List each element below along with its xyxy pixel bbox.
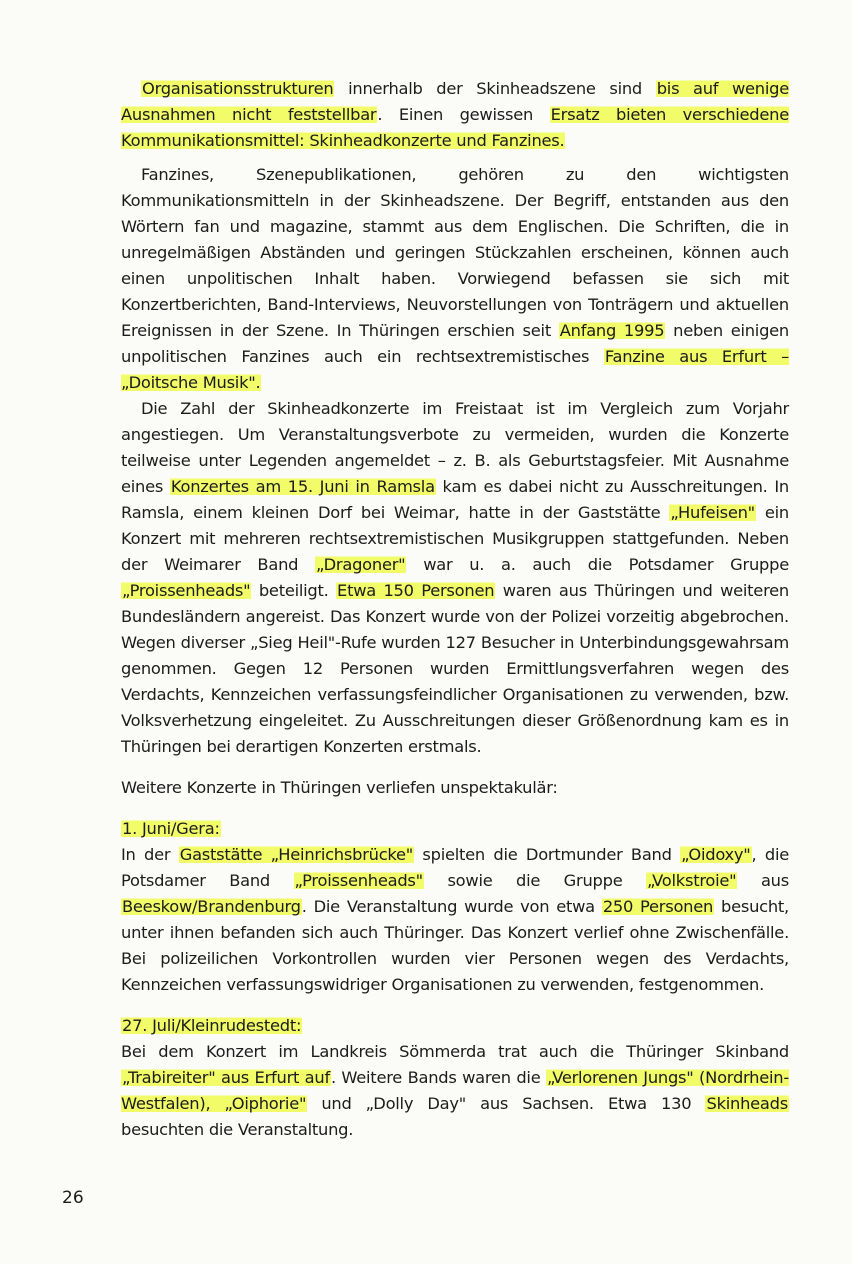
paragraph-kleinrudestedt: Bei dem Konzert im Landkreis Sömmerda trat auch die Thüringer Skinband „Trabireiter" aus Erfurt auf. Weitere Bands waren die „Verlorenen Jungs" (Nordrhein-Westfalen), „Oiphorie" und „Dolly Day" aus Sachsen. Etwa 130 Skinheads besuchten die Veranstaltung. — [121, 1042, 789, 1139]
highlight: Gaststätte „Heinrichsbrücke" — [179, 845, 414, 864]
text-column — [121, 76, 789, 1143]
spacer — [121, 998, 789, 1013]
highlight: Fanzine aus Erfurt – „Doitsche Musik". — [121, 347, 790, 392]
highlight: „Proissenheads" — [294, 871, 423, 890]
highlight: Konzertes am 15. Juni in Ramsla — [170, 477, 435, 496]
highlight: 1. Juni/Gera: — [122, 819, 220, 838]
highlight: Beeskow/Brandenburg — [122, 897, 301, 916]
highlight: „Proissenheads" — [122, 581, 251, 600]
highlight: „Volkstroie" — [646, 871, 737, 890]
highlight: „Trabireiter" aus Erfurt auf — [122, 1068, 330, 1087]
section-heading-gera — [121, 816, 789, 842]
spacer — [121, 154, 789, 162]
paragraph-weitere: Weitere Konzerte in Thüringen verliefen unspektakulär: — [121, 778, 558, 797]
highlight: Skinheads — [706, 1094, 788, 1113]
highlight: „Dragoner" — [316, 555, 406, 574]
page-number: 26 — [62, 1188, 84, 1208]
highlight: „Hufeisen" — [670, 503, 755, 522]
paragraph-organisation: Organisationsstrukturen innerhalb der Skinheadszene sind bis auf wenige Ausnahmen nicht feststellbar. Einen gewissen Ersatz bieten verschiedene Kommunikationsmittel: Skinheadkonzerte und Fanzines. — [121, 79, 789, 150]
highlight: Organisationsstrukturen — [142, 79, 334, 98]
highlight: 250 Personen — [602, 897, 714, 916]
paragraph-gera: In der Gaststätte „Heinrichsbrücke" spielten die Dortmunder Band „Oidoxy", die Potsdamer Band „Proissenheads" sowie die Gruppe „Volkstroie" aus Beeskow/Brandenburg. Die Veranstaltung wurde von etwa 250 Personen besucht, unter ihnen befanden sich auch Thüringer. Das Konzert verlief ohne Zwischenfälle. Bei polizeilichen Vorkontrollen wurden vier Personen wegen des Verdachts, Kennzeichen verfassungswidriger Organisationen zu verwenden, festgenommen. — [121, 845, 789, 994]
highlight: „Oidoxy" — [681, 845, 751, 864]
spacer — [121, 801, 789, 816]
paragraph-fanzines: Fanzines, Szenepublikationen, gehören zu den wichtigsten Kommunikationsmitteln in der Skinheadszene. Der Begriff, entstanden aus den Wörtern fan und magazine, stammt aus dem Englischen. Die Schriften, die in unregelmäßigen Abständen und geringen Stückzahlen erscheinen, können auch einen unpolitischen Inhalt haben. Vorwiegend befassen sie sich mit Konzertberichten, Band-Interviews, Neuvorstellungen von Tonträgern und aktuellen Ereignissen in der Szene. In Thüringen erschien seit Anfang 1995 neben einigen unpolitischen Fanzines auch ein rechtsextremistisches Fanzine aus Erfurt – „Doitsche Musik". — [121, 165, 790, 392]
highlight: bis auf wenige Ausnahmen nicht feststellbar — [121, 79, 789, 124]
section-heading-kleinrudestedt — [121, 1013, 789, 1039]
highlight: Etwa 150 Personen — [337, 581, 495, 600]
highlight: Anfang 1995 — [559, 321, 665, 340]
paragraph-konzerte: Die Zahl der Skinheadkonzerte im Freistaat ist im Vergleich zum Vorjahr angestiegen. Um Veranstaltungsverbote zu vermeiden, wurden die Konzerte teilweise unter Legenden angemeldet – z. B. als Geburtstagsfeier. Mit Ausnahme eines Konzertes am 15. Juni in Ramsla kam es dabei nicht zu Ausschreitungen. In Ramsla, einem kleinen Dorf bei Weimar, hatte in der Gaststätte „Hufeisen" ein Konzert mit mehreren rechtsextremistischen Musikgruppen stattgefunden. Neben der Weimarer Band „Dragoner" war u. a. auch die Potsdamer Gruppe „Proissenheads" beteiligt. Etwa 150 Personen waren aus Thüringen und weiteren Bundesländern angereist. Das Konzert wurde von der Polizei vorzeitig abgebrochen. Wegen diverser „Sieg Heil"-Rufe wurden 127 Besucher in Unterbindungsgewahrsam genommen. Gegen 12 Personen wurden Ermittlungsverfahren wegen des Verdachts, Kennzeichen verfassungsfeindlicher Organisationen zu verwenden, bzw. Volksverhetzung eingeleitet. Zu Ausschreitungen dieser Größenordnung kam es in Thüringen bei derartigen Konzerten erstmals. — [121, 399, 789, 756]
highlight: Ersatz bieten verschiedene Kommunikationsmittel: Skinheadkonzerte und Fanzines. — [121, 105, 789, 150]
spacer — [121, 760, 789, 775]
highlight: 27. Juli/Kleinrudestedt: — [122, 1016, 302, 1035]
highlight: „Verlorenen Jungs" (Nordrhein-Westfalen), „Oiphorie" — [121, 1068, 789, 1113]
